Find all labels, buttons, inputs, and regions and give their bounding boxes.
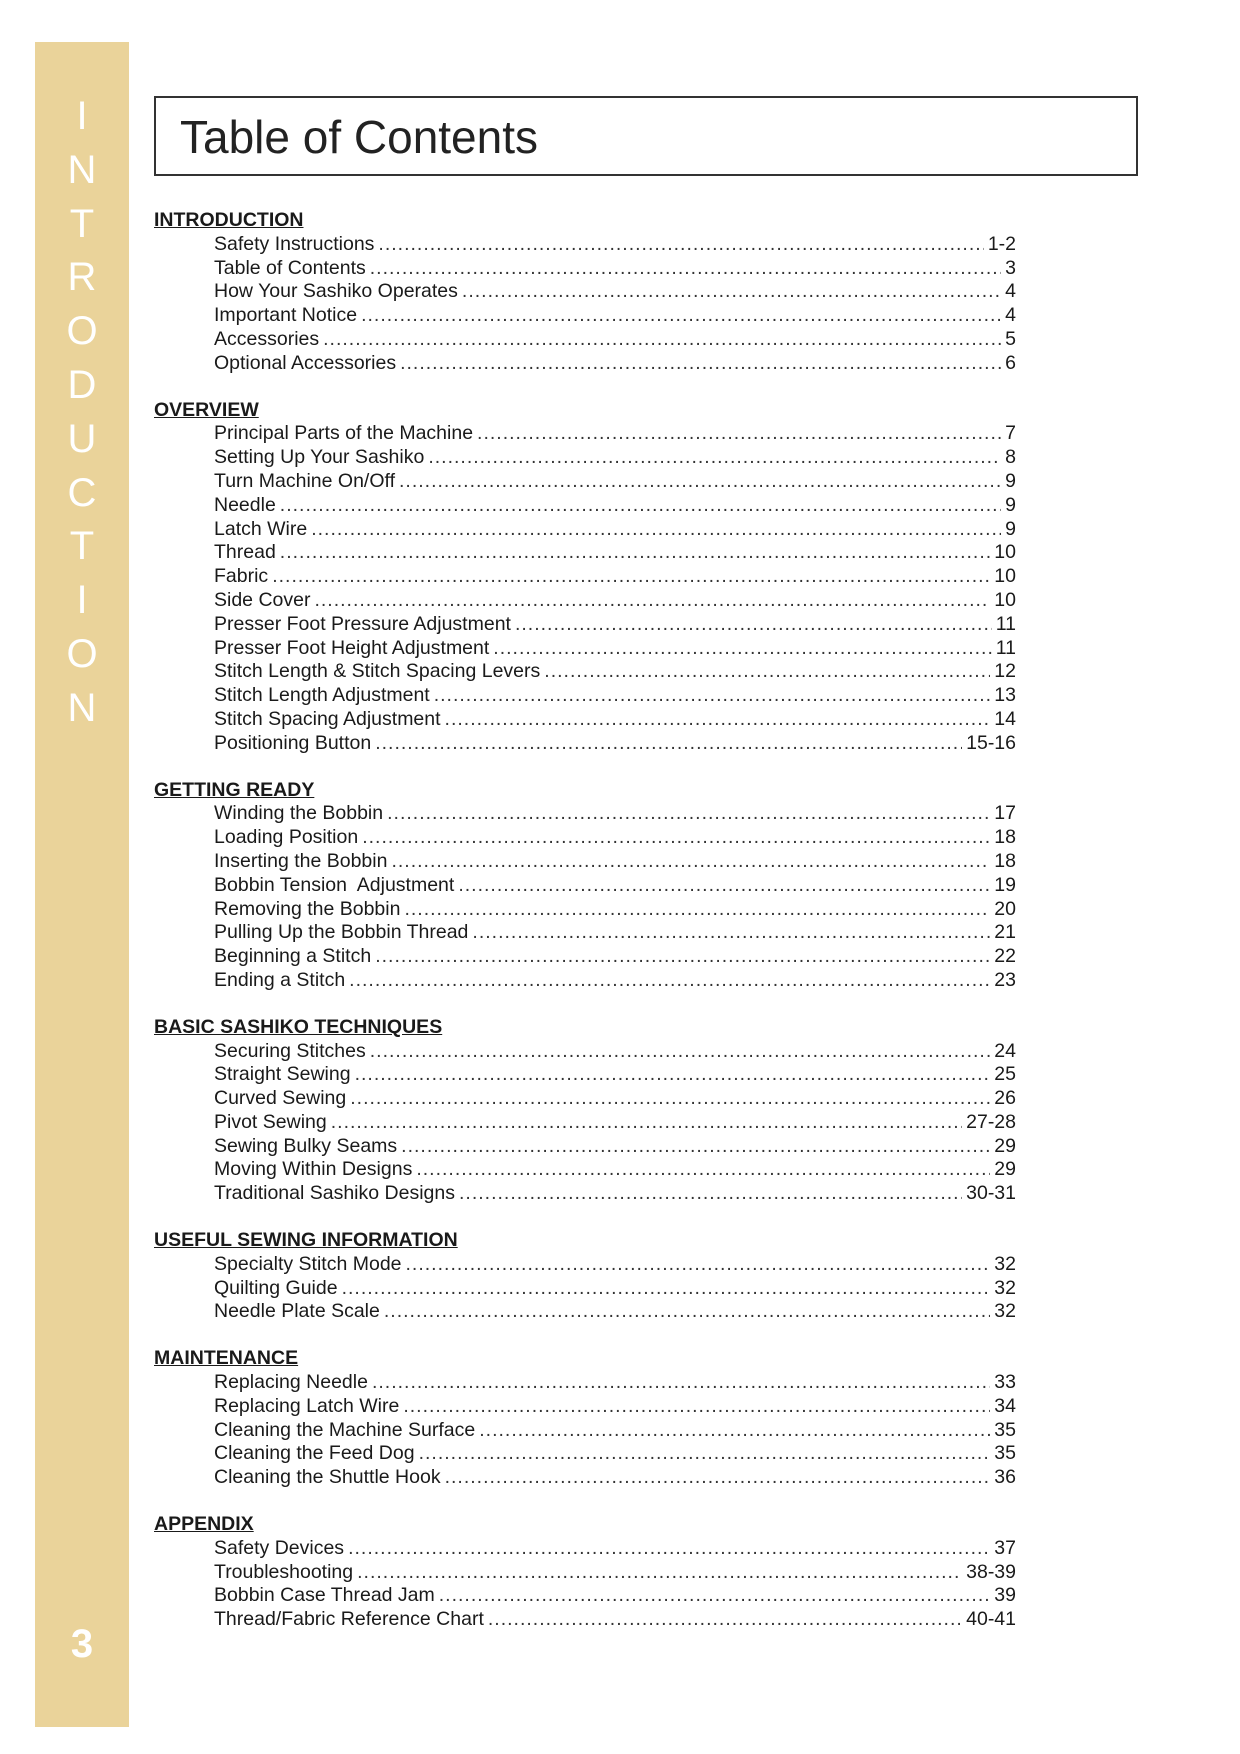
entry-title: Thread bbox=[214, 541, 276, 564]
toc-entry bbox=[154, 1253, 1016, 1277]
dot-leader bbox=[399, 470, 1001, 494]
entry-page-number: 11 bbox=[995, 612, 1016, 635]
toc-entry bbox=[154, 660, 1016, 684]
dot-leader bbox=[342, 1277, 991, 1301]
toc-entry bbox=[154, 328, 1016, 352]
section-heading: GETTING READY bbox=[154, 778, 315, 801]
toc-entry bbox=[154, 1419, 1016, 1443]
dot-leader bbox=[384, 1300, 990, 1324]
toc-entry bbox=[154, 1371, 1016, 1395]
entry-page-number: 12 bbox=[994, 660, 1016, 683]
toc-entry bbox=[154, 280, 1016, 304]
dot-leader bbox=[362, 826, 990, 850]
entry-title: Presser Foot Height Adjustment bbox=[214, 636, 490, 659]
dot-leader bbox=[350, 1087, 990, 1111]
entry-title: Winding the Bobbin bbox=[214, 802, 384, 825]
toc-section bbox=[154, 1229, 1016, 1324]
entry-title: Quilting Guide bbox=[214, 1276, 338, 1299]
toc-entry bbox=[154, 494, 1016, 518]
entry-page-number: 32 bbox=[994, 1300, 1016, 1323]
entry-title: Loading Position bbox=[214, 826, 359, 849]
dot-leader bbox=[488, 1608, 962, 1632]
dot-leader bbox=[280, 494, 1001, 518]
entry-page-number: 40-41 bbox=[966, 1608, 1016, 1631]
toc-entry bbox=[154, 1442, 1016, 1466]
toc-entry bbox=[154, 422, 1016, 446]
dot-leader bbox=[416, 1158, 990, 1182]
entry-title: Specialty Stitch Mode bbox=[214, 1252, 402, 1275]
entry-page-number: 4 bbox=[1005, 304, 1016, 327]
side-tab-letter: I bbox=[76, 578, 88, 623]
entry-page-number: 9 bbox=[1005, 493, 1016, 516]
entry-page-number: 36 bbox=[994, 1466, 1016, 1489]
toc-entry bbox=[154, 1277, 1016, 1301]
toc-entry bbox=[154, 589, 1016, 613]
entry-page-number: 39 bbox=[994, 1584, 1016, 1607]
toc-entry bbox=[154, 257, 1016, 281]
entry-page-number: 17 bbox=[994, 802, 1016, 825]
toc-entry bbox=[154, 1040, 1016, 1064]
side-tab-letter: N bbox=[67, 685, 97, 730]
toc-entry-list bbox=[154, 1040, 1016, 1207]
dot-leader bbox=[434, 684, 991, 708]
entry-title: Stitch Length Adjustment bbox=[214, 684, 430, 707]
side-tab-letter: U bbox=[67, 416, 97, 461]
entry-title: Straight Sewing bbox=[214, 1063, 351, 1086]
section-heading: USEFUL SEWING INFORMATION bbox=[154, 1229, 458, 1252]
entry-title: Needle Plate Scale bbox=[214, 1300, 380, 1323]
toc-entry bbox=[154, 1300, 1016, 1324]
dot-leader bbox=[378, 233, 983, 257]
toc-section bbox=[154, 399, 1016, 756]
entry-title: Cleaning the Machine Surface bbox=[214, 1418, 476, 1441]
entry-title: Turn Machine On/Off bbox=[214, 469, 395, 492]
dot-leader bbox=[375, 732, 962, 756]
dot-leader bbox=[357, 1561, 962, 1585]
toc-entry bbox=[154, 898, 1016, 922]
toc-entry bbox=[154, 708, 1016, 732]
dot-leader bbox=[479, 1419, 990, 1443]
entry-page-number: 35 bbox=[994, 1418, 1016, 1441]
entry-page-number: 26 bbox=[994, 1087, 1016, 1110]
entry-title: Presser Foot Pressure Adjustment bbox=[214, 612, 511, 635]
entry-page-number: 18 bbox=[994, 849, 1016, 872]
entry-title: Stitch Spacing Adjustment bbox=[214, 707, 441, 730]
entry-title: Pivot Sewing bbox=[214, 1110, 327, 1133]
entry-title: Bobbin Case Thread Jam bbox=[214, 1584, 435, 1607]
entry-page-number: 9 bbox=[1005, 469, 1016, 492]
dot-leader bbox=[428, 446, 1001, 470]
entry-page-number: 10 bbox=[994, 588, 1016, 611]
entry-title: Thread/Fabric Reference Chart bbox=[214, 1608, 484, 1631]
dot-leader bbox=[462, 280, 1001, 304]
toc-entry bbox=[154, 1158, 1016, 1182]
entry-title: Needle bbox=[214, 493, 276, 516]
side-tab-letter: O bbox=[66, 309, 98, 354]
dot-leader bbox=[400, 352, 1001, 376]
entry-page-number: 1-2 bbox=[987, 232, 1016, 255]
toc-entry-list bbox=[154, 802, 1016, 992]
entry-page-number: 25 bbox=[994, 1063, 1016, 1086]
entry-title: Table of Contents bbox=[214, 256, 366, 279]
toc-entry bbox=[154, 1182, 1016, 1206]
toc-entry bbox=[154, 541, 1016, 565]
toc-entry-list bbox=[154, 233, 1016, 376]
entry-page-number: 33 bbox=[994, 1371, 1016, 1394]
entry-title: Troubleshooting bbox=[214, 1560, 354, 1583]
entry-title: Cleaning the Feed Dog bbox=[214, 1442, 415, 1465]
dot-leader bbox=[404, 898, 990, 922]
entry-page-number: 18 bbox=[994, 826, 1016, 849]
dot-leader bbox=[280, 541, 991, 565]
dot-leader bbox=[355, 1063, 991, 1087]
entry-page-number: 7 bbox=[1005, 422, 1016, 445]
entry-page-number: 15-16 bbox=[966, 731, 1016, 754]
dot-leader bbox=[403, 1395, 990, 1419]
entry-title: Beginning a Stitch bbox=[214, 945, 372, 968]
toc-entry bbox=[154, 233, 1016, 257]
entry-title: Important Notice bbox=[214, 304, 358, 327]
toc-entry-list bbox=[154, 1537, 1016, 1632]
toc-entry-list bbox=[154, 422, 1016, 755]
dot-leader bbox=[472, 921, 990, 945]
entry-page-number: 29 bbox=[994, 1134, 1016, 1157]
toc-entry bbox=[154, 874, 1016, 898]
toc-entry bbox=[154, 518, 1016, 542]
dot-leader bbox=[361, 304, 1001, 328]
dot-leader bbox=[349, 969, 990, 993]
toc-entry bbox=[154, 802, 1016, 826]
entry-page-number: 38-39 bbox=[966, 1560, 1016, 1583]
toc-entry bbox=[154, 1135, 1016, 1159]
dot-leader bbox=[314, 589, 990, 613]
entry-page-number: 21 bbox=[994, 921, 1016, 944]
entry-title: Securing Stitches bbox=[214, 1039, 366, 1062]
entry-page-number: 32 bbox=[994, 1276, 1016, 1299]
entry-page-number: 30-31 bbox=[966, 1182, 1016, 1205]
dot-leader bbox=[375, 945, 990, 969]
entry-page-number: 23 bbox=[994, 968, 1016, 991]
toc-entry bbox=[154, 637, 1016, 661]
entry-title: Latch Wire bbox=[214, 517, 308, 540]
entry-title: Setting Up Your Sashiko bbox=[214, 446, 425, 469]
entry-page-number: 3 bbox=[1005, 256, 1016, 279]
entry-page-number: 5 bbox=[1005, 327, 1016, 350]
toc-entry bbox=[154, 1063, 1016, 1087]
entry-title: Moving Within Designs bbox=[214, 1158, 413, 1181]
entry-title: Ending a Stitch bbox=[214, 968, 346, 991]
side-tab-letter: T bbox=[69, 524, 95, 569]
toc-entry bbox=[154, 732, 1016, 756]
entry-page-number: 10 bbox=[994, 541, 1016, 564]
toc-entry bbox=[154, 470, 1016, 494]
title-box bbox=[154, 96, 1138, 176]
page-number: 3 bbox=[70, 1622, 94, 1666]
entry-title: Fabric bbox=[214, 565, 269, 588]
dot-leader bbox=[323, 328, 1001, 352]
toc-entry bbox=[154, 1466, 1016, 1490]
entry-title: Sewing Bulky Seams bbox=[214, 1134, 398, 1157]
entry-page-number: 13 bbox=[994, 684, 1016, 707]
entry-page-number: 32 bbox=[994, 1252, 1016, 1275]
entry-title: Side Cover bbox=[214, 588, 311, 611]
table-of-contents bbox=[154, 209, 1016, 1655]
dot-leader bbox=[458, 874, 990, 898]
dot-leader bbox=[419, 1442, 991, 1466]
entry-title: Optional Accessories bbox=[214, 351, 397, 374]
entry-page-number: 34 bbox=[994, 1394, 1016, 1417]
dot-leader bbox=[387, 802, 990, 826]
entry-title: Pulling Up the Bobbin Thread bbox=[214, 921, 469, 944]
dot-leader bbox=[439, 1584, 991, 1608]
toc-section bbox=[154, 1016, 1016, 1206]
toc-entry bbox=[154, 1087, 1016, 1111]
toc-entry bbox=[154, 826, 1016, 850]
entry-title: Stitch Length & Stitch Spacing Levers bbox=[214, 660, 541, 683]
entry-page-number: 37 bbox=[994, 1536, 1016, 1559]
dot-leader bbox=[406, 1253, 991, 1277]
entry-page-number: 8 bbox=[1005, 446, 1016, 469]
dot-leader bbox=[348, 1537, 990, 1561]
entry-title: Replacing Latch Wire bbox=[214, 1394, 400, 1417]
dot-leader bbox=[515, 613, 992, 637]
entry-page-number: 29 bbox=[994, 1158, 1016, 1181]
side-tab bbox=[35, 42, 129, 1727]
entry-title: Principal Parts of the Machine bbox=[214, 422, 474, 445]
section-heading: MAINTENANCE bbox=[154, 1347, 299, 1370]
dot-leader bbox=[445, 708, 991, 732]
entry-page-number: 4 bbox=[1005, 280, 1016, 303]
dot-leader bbox=[445, 1466, 991, 1490]
dot-leader bbox=[544, 660, 990, 684]
side-tab-letter: R bbox=[67, 255, 97, 300]
dot-leader bbox=[372, 1371, 990, 1395]
side-tab-letter: T bbox=[69, 201, 95, 246]
entry-title: How Your Sashiko Operates bbox=[214, 280, 458, 303]
entry-page-number: 27-28 bbox=[966, 1110, 1016, 1133]
entry-title: Replacing Needle bbox=[214, 1371, 368, 1394]
toc-section bbox=[154, 779, 1016, 993]
toc-entry bbox=[154, 446, 1016, 470]
toc-entry bbox=[154, 1561, 1016, 1585]
toc-entry bbox=[154, 1395, 1016, 1419]
toc-entry bbox=[154, 1584, 1016, 1608]
dot-leader bbox=[370, 1040, 991, 1064]
side-tab-letter: D bbox=[67, 362, 97, 407]
page-title: Table of Contents bbox=[180, 111, 539, 163]
entry-title: Removing the Bobbin bbox=[214, 897, 401, 920]
entry-page-number: 11 bbox=[995, 636, 1016, 659]
section-heading: INTRODUCTION bbox=[154, 209, 304, 231]
entry-title: Accessories bbox=[214, 327, 320, 350]
toc-entry bbox=[154, 1111, 1016, 1135]
dot-leader bbox=[459, 1182, 962, 1206]
toc-entry bbox=[154, 969, 1016, 993]
dot-leader bbox=[370, 257, 1001, 281]
toc-section bbox=[154, 209, 1016, 376]
side-tab-letters bbox=[35, 90, 129, 736]
toc-entry-list bbox=[154, 1253, 1016, 1324]
entry-page-number: 24 bbox=[994, 1039, 1016, 1062]
entry-page-number: 6 bbox=[1005, 351, 1016, 374]
entry-page-number: 14 bbox=[994, 707, 1016, 730]
dot-leader bbox=[272, 565, 990, 589]
toc-entry-list bbox=[154, 1371, 1016, 1490]
dot-leader bbox=[331, 1111, 962, 1135]
entry-page-number: 35 bbox=[994, 1442, 1016, 1465]
entry-title: Safety Devices bbox=[214, 1536, 345, 1559]
side-tab-letter: I bbox=[76, 94, 88, 138]
side-tab-letter: C bbox=[67, 470, 97, 515]
toc-entry bbox=[154, 352, 1016, 376]
entry-title: Traditional Sashiko Designs bbox=[214, 1182, 455, 1205]
side-tab-letter: O bbox=[66, 631, 98, 676]
entry-page-number: 22 bbox=[994, 945, 1016, 968]
dot-leader bbox=[311, 518, 1001, 542]
toc-section bbox=[154, 1347, 1016, 1490]
entry-title: Positioning Button bbox=[214, 731, 372, 754]
entry-title: Bobbin Tension Adjustment bbox=[214, 873, 455, 896]
toc-entry bbox=[154, 921, 1016, 945]
toc-section bbox=[154, 1513, 1016, 1632]
entry-title: Inserting the Bobbin bbox=[214, 849, 388, 872]
toc-entry bbox=[154, 1608, 1016, 1632]
entry-page-number: 19 bbox=[994, 873, 1016, 896]
dot-leader bbox=[401, 1135, 990, 1159]
toc-entry bbox=[154, 613, 1016, 637]
toc-entry bbox=[154, 684, 1016, 708]
side-tab-letter: N bbox=[67, 147, 97, 192]
dot-leader bbox=[493, 637, 991, 661]
entry-page-number: 20 bbox=[994, 897, 1016, 920]
toc-entry bbox=[154, 1537, 1016, 1561]
entry-title: Cleaning the Shuttle Hook bbox=[214, 1466, 441, 1489]
section-heading: APPENDIX bbox=[154, 1513, 254, 1536]
dot-leader bbox=[391, 850, 990, 874]
toc-entry bbox=[154, 565, 1016, 589]
entry-page-number: 9 bbox=[1005, 517, 1016, 540]
section-heading: BASIC SASHIKO TECHNIQUES bbox=[154, 1015, 443, 1038]
section-heading: OVERVIEW bbox=[154, 398, 259, 421]
toc-entry bbox=[154, 945, 1016, 969]
entry-title: Safety Instructions bbox=[214, 232, 375, 255]
toc-entry bbox=[154, 304, 1016, 328]
toc-entry bbox=[154, 850, 1016, 874]
entry-title: Curved Sewing bbox=[214, 1087, 347, 1110]
entry-page-number: 10 bbox=[994, 565, 1016, 588]
dot-leader bbox=[477, 422, 1001, 446]
